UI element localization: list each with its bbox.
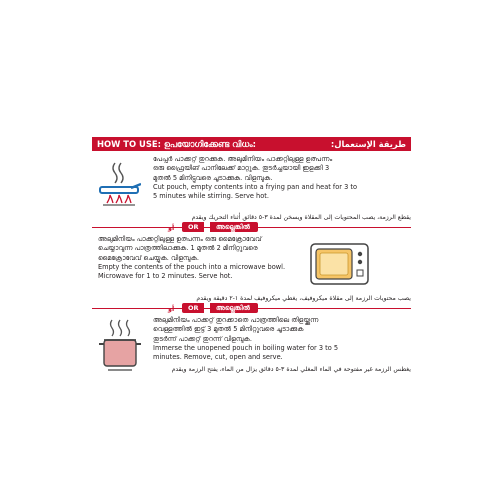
header-title-arabic: طريقة الإستعمال:	[330, 139, 406, 149]
method-ml-line: അലുമിനിയം പാക്കറ്റ് തുറക്കാതെ പാത്രത്തിലെ തിളയ്ക്കുന്ന	[153, 316, 319, 324]
method-en-line: Empty the contents of the pouch into a microwave bowl.	[98, 262, 286, 271]
microwave-icon	[310, 243, 369, 285]
method-en-line: Cut pouch, empty contents into a frying pan and heat for 3 to	[153, 182, 358, 191]
method-ml-line: അലുമിനിയം പാക്കറ്റിലുള്ള ഉത്പന്നം ഒരു മൈക്രോവേവ്	[98, 235, 262, 243]
method-microwave-text	[98, 235, 285, 281]
method-ar-text: يغطس الرزمة غير مفتوحة في الماء المغلي لمدة ٣-٥ دقائق يزال من الماء، يفتح الرزمة ويقدم	[171, 366, 411, 373]
method-ml-line: മുതൽ 5 മിനിട്ടുവരെ ചൂടാക്കുക. വിളമ്പുക.	[153, 173, 273, 182]
method-ml-line: ഒരു ഫ്രൈയിങ് പാനിലേക്ക് മാറ്റുക. തുടർച്ചയായി ഇളക്കി 3	[153, 164, 330, 173]
method-ar-text: يقطع الرزمة، يصب المحتويات إلى المقلاة ويسخن لمدة ٣-٥ دقائق أثناء التحريك ويقدم	[191, 214, 411, 221]
method-ml-line: വെള്ളത്തിൽ ഇട്ട് 3 മുതൽ 5 മിനിറ്റുവരെ ചൂടാക്കുക	[153, 325, 304, 334]
boiling-pot-icon	[98, 318, 142, 372]
how-to-use-header	[92, 137, 411, 151]
method-frying-text	[153, 155, 357, 201]
header-title: HOW TO USE: ഉപയോഗിക്കേണ്ട വിധം:	[97, 139, 256, 149]
method-ml-line: തുടർന്ന് പാക്കറ്റ് തുറന്ന് വിളമ്പുക.	[153, 334, 252, 343]
method-en-line: Microwave for 1 to 2 minutes. Serve hot.	[98, 272, 233, 281]
or-badge	[92, 303, 411, 313]
or-badge-en: OR	[182, 303, 204, 313]
method-en-line: minutes. Remove, cut, open and serve.	[153, 353, 283, 362]
frying-pan-icon	[97, 159, 141, 213]
how-to-use-panel	[92, 137, 411, 374]
method-boiling-text	[153, 316, 338, 362]
or-badge-ml: അല്ലെങ്കിൽ	[210, 303, 258, 313]
method-en-line: Immerse the unopened pouch in boiling water for 3 to 5	[153, 343, 339, 352]
method-ar-text: يصب محتويات الرزمة إلى مقلاة ميكروفيف، يغطي ميكروفيف لمدة ١-٢ دقيقة ويقدم	[196, 295, 411, 302]
or-badge-ar: أو	[168, 305, 175, 313]
or-badge-ar: أو	[168, 224, 175, 232]
or-badge	[92, 222, 411, 232]
or-badge-ml: അല്ലെങ്കിൽ	[210, 222, 258, 232]
or-badge-en: OR	[182, 222, 204, 232]
method-en-line: 5 minutes while stirring. Serve hot.	[153, 192, 269, 201]
method-ml-line: മൈക്രോവേവ് ചെയ്യുക. വിളമ്പുക.	[98, 253, 199, 262]
method-ml-line: ചെയ്യാവുന്ന പാത്രത്തിലാക്കുക. 1 മുതൽ 2 മിനിറ്റുവരെ	[98, 244, 258, 253]
method-ml-line: പേപ്പർ പാക്കറ്റ് തുറക്കുക. അലുമിനിയം പാക്കറ്റിലുള്ള ഉത്പന്നം	[153, 155, 333, 163]
